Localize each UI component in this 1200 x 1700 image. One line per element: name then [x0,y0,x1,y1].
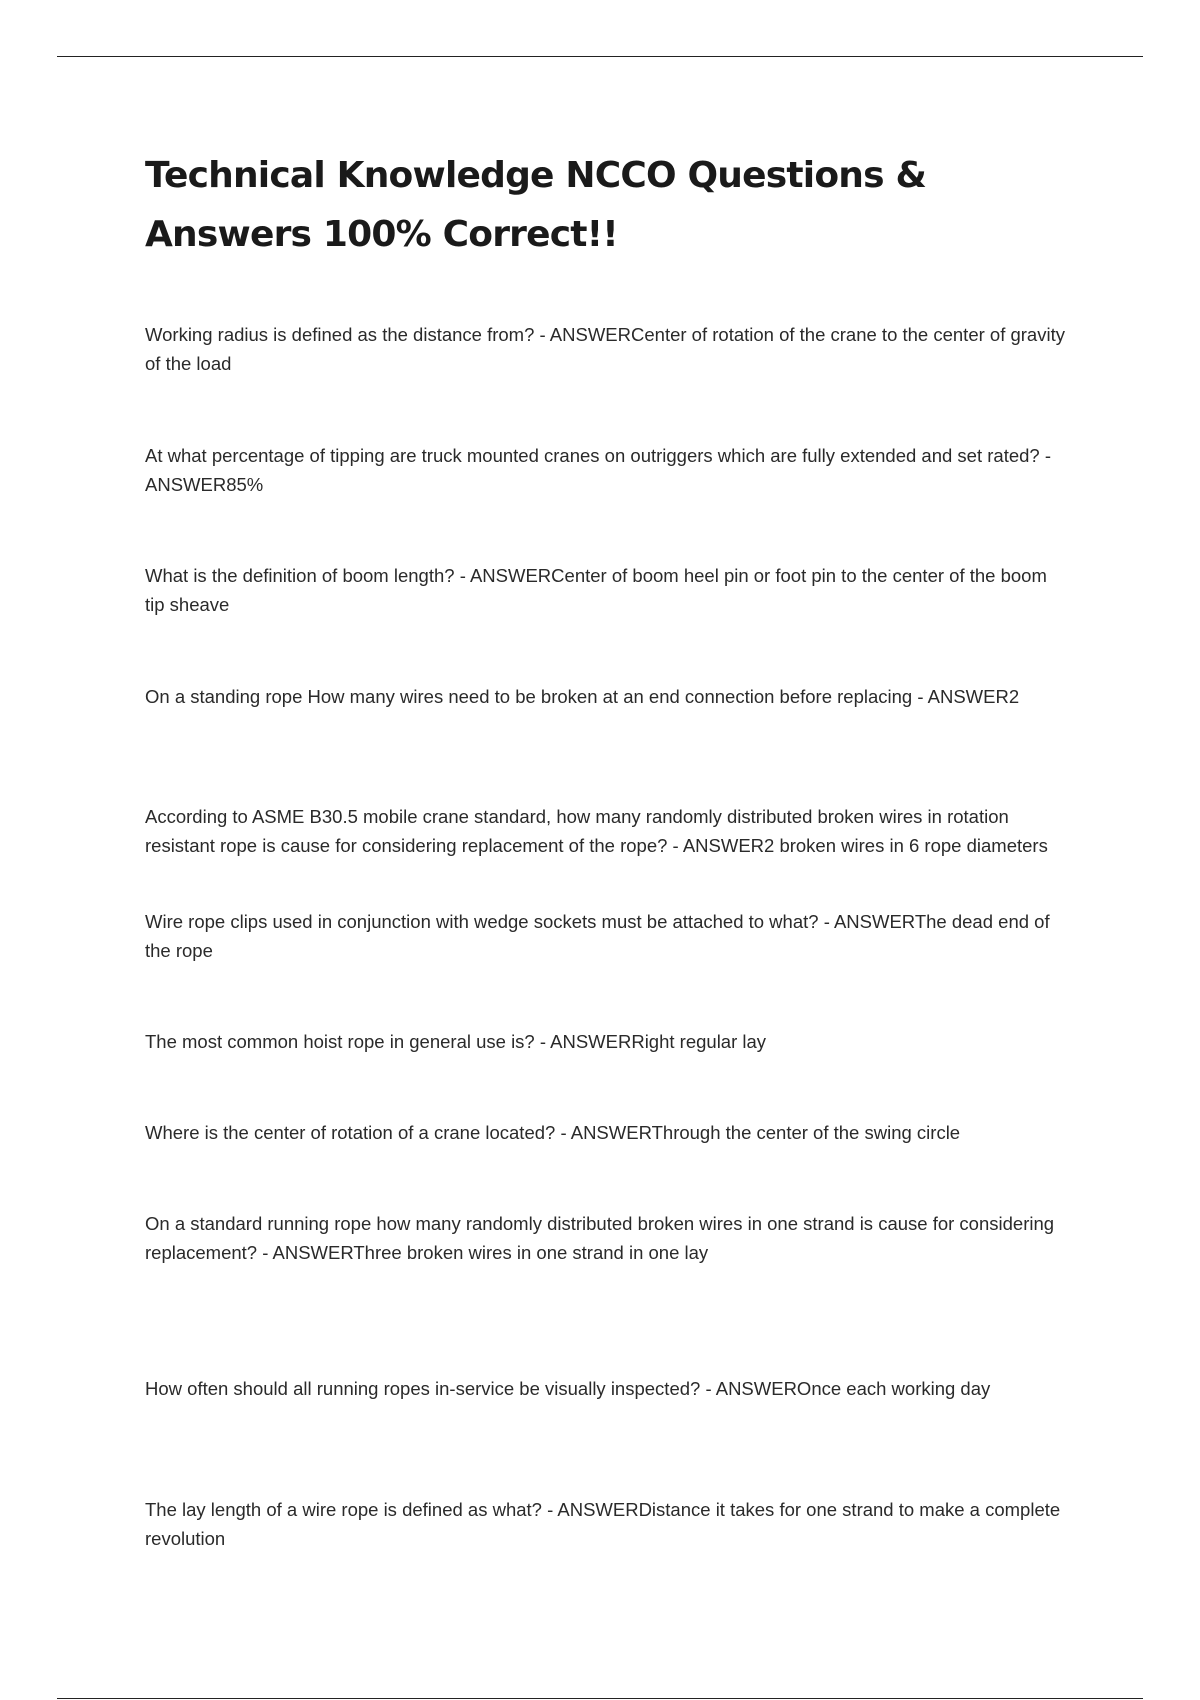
qa-item: The most common hoist rope in general use is? - ANSWERRight regular lay [145,1031,767,1052]
qa-item: Working radius is defined as the distance from? - ANSWERCenter of rotation of the crane to the center of gravity of the load [145,324,1065,374]
document-title: Technical Knowledge NCCO Questions & Answers 100% Correct!! [145,155,927,255]
top-divider [57,56,1143,57]
qa-item: At what percentage of tipping are truck mounted cranes on outriggers which are fully extended and set rated? - ANSWER85% [145,445,1052,495]
qa-item: Wire rope clips used in conjunction with wedge sockets must be attached to what? - ANSWERThe dead end of the rope [145,911,1050,961]
qa-item: How often should all running ropes in-service be visually inspected? - ANSWEROnce each working day [145,1378,991,1399]
qa-item: On a standard running rope how many randomly distributed broken wires in one strand is cause for considering replacement? - ANSWERThree broken wires in one strand in one lay [145,1213,1055,1263]
qa-item: The lay length of a wire rope is defined as what? - ANSWERDistance it takes for one strand to make a complete revolution [145,1499,1061,1549]
qa-item: On a standing rope How many wires need to be broken at an end connection before replacing - ANSWER2 [145,686,1020,707]
qa-item: Where is the center of rotation of a crane located? - ANSWERThrough the center of the swing circle [145,1122,961,1143]
qa-item: What is the definition of boom length? - ANSWERCenter of boom heel pin or foot pin to the center of the boom tip sheave [145,565,1047,615]
qa-item: According to ASME B30.5 mobile crane standard, how many randomly distributed broken wires in rotation resistant rope is cause for considering replacement of the rope? - ANSWER2 broken wires in 6 rope diameters [145,806,1048,856]
bottom-divider [57,1698,1143,1699]
